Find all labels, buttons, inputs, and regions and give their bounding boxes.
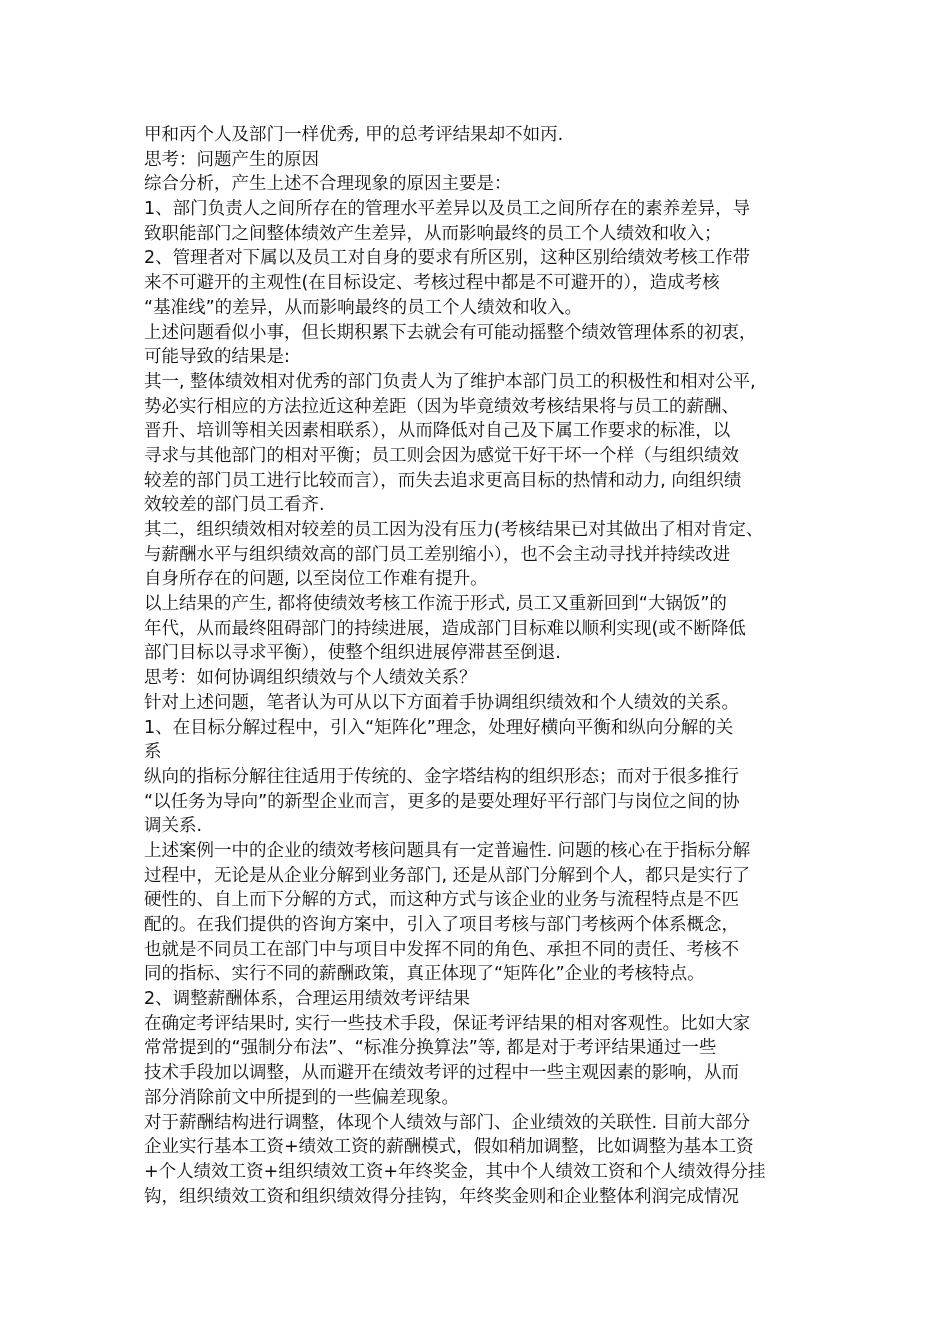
- text-line: 对于薪酬结构进行调整，体现个人绩效与部门、企业绩效的关联性. 目前大部分: [144, 1112, 751, 1133]
- text-line: 年代，从而最终阻碍部门的持续进展，造成部门目标难以顺利实现(或不断降低: [144, 618, 746, 639]
- text-line: 针对上述问题，笔者认为可从以下方面着手协调组织绩效和个人绩效的关系。: [144, 692, 739, 713]
- text-line: 常常提到的“强制分布法”、“标准分换算法”等, 都是对于考评结果通过一些: [144, 1038, 717, 1059]
- text-line: 其一, 整体绩效相对优秀的部门负责人为了维护本部门员工的积极性和相对公平,: [144, 371, 756, 392]
- text-line: 配的。在我们提供的咨询方案中，引入了项目考核与部门考核两个体系概念，: [144, 915, 739, 935]
- text-line: 可能导致的结果是:: [144, 347, 290, 368]
- text-line: 1、在目标分解过程中，引入“矩阵化”理念，处理好横向平衡和纵向分解的关: [144, 717, 734, 738]
- text-line: “以任务为导向”的新型企业而言，更多的是要处理好平行部门与岗位之间的协: [144, 791, 740, 812]
- text-line: 甲和丙个人及部门一样优秀, 甲的总考评结果却不如丙.: [144, 125, 564, 145]
- text-line: 上述问题看似小事，但长期积累下去就会有可能动摇整个绩效管理体系的初衷，: [144, 322, 757, 343]
- text-line: 钩，组织绩效工资和组织绩效得分挂钩，年终奖金则和企业整体利润完成情况: [144, 1186, 739, 1207]
- text-line: 硬性的、自上而下分解的方式，而这种方式与该企业的业务与流程特点是不匹: [144, 890, 739, 911]
- text-line: 与薪酬水平与组织绩效高的部门员工差别缩小），也不会主动寻找并持续改进: [144, 544, 731, 565]
- text-line: 综合分析，产生上述不合理现象的原因主要是：: [144, 174, 512, 195]
- text-line: 2、调整薪酬体系，合理运用绩效考评结果: [144, 989, 471, 1010]
- text-line: 2、管理者对下属以及员工对自身的要求有所区别，这种区别给绩效考核工作带: [144, 248, 751, 269]
- text-line: 企业实行基本工资+绩效工资的薪酬模式，假如稍加调整，比如调整为基本工资: [144, 1137, 754, 1158]
- text-line: 纵向的指标分解往往适用于传统的、金字塔结构的组织形态；而对于很多推行: [144, 766, 739, 787]
- text-line: 上述案例一中的企业的绩效考核问题具有一定普遍性. 问题的核心在于指标分解: [144, 840, 751, 861]
- text-line: 效较差的部门员工看齐.: [144, 495, 325, 516]
- text-line: 思考：问题产生的原因: [144, 149, 319, 170]
- text-line: 同的指标、实行不同的薪酬政策，真正体现了“矩阵化”企业的考核特点。: [144, 964, 705, 985]
- text-line: 1、部门负责人之间所存在的管理水平差异以及员工之间所存在的素养差异，导: [144, 199, 751, 220]
- text-line: 晋升、培训等相关因素相联系），从而降低对自己及下属工作要求的标准，以: [144, 421, 731, 442]
- text-line: 部分消除前文中所提到的一些偏差现象。: [144, 1087, 459, 1108]
- text-line: 系: [144, 742, 162, 763]
- text-line: 其二，组织绩效相对较差的员工因为没有压力(考核结果已对其做出了相对肯定、: [144, 520, 764, 540]
- text-line: 来不可避开的主观性(在目标设定、考核过程中都是不可避开的），造成考核: [144, 273, 720, 294]
- text-line: 部门目标以寻求平衡），使整个组织进展停滞甚至倒退.: [144, 643, 561, 664]
- text-line: “基准线”的差异，从而影响最终的员工个人绩效和收入。: [144, 297, 583, 318]
- text-line: 以上结果的产生, 都将使绩效考核工作流于形式, 员工又重新回到“大锅饭”的: [144, 594, 727, 615]
- text-line: 在确定考评结果时, 实行一些技术手段，保证考评结果的相对客观性。比如大家: [144, 1013, 751, 1034]
- text-line: +个人绩效工资+组织绩效工资+年终奖金，其中个人绩效工资和个人绩效得分挂: [144, 1161, 766, 1182]
- text-line: 技术手段加以调整，从而避开在绩效考评的过程中一些主观因素的影响，从而: [144, 1063, 739, 1084]
- text-line: 致职能部门之间整体绩效产生差异，从而影响最终的员工个人绩效和收入；: [144, 223, 722, 244]
- text-line: 过程中，无论是从企业分解到业务部门, 还是从部门分解到个人，都只是实行了: [144, 865, 751, 886]
- text-line: 寻求与其他部门的相对平衡；员工则会因为感觉干好干坏一个样（与组织绩效: [144, 445, 739, 466]
- text-line: 较差的部门员工进行比较而言），而失去追求更高目标的热情和动力, 向组织绩: [144, 470, 742, 491]
- text-line: 自身所存在的问题, 以至岗位工作难有提升。: [144, 569, 488, 590]
- text-line: 思考：如何协调组织绩效与个人绩效关系？: [144, 668, 477, 689]
- text-line: 也就是不同员工在部门中与项目中发挥不同的角色、承担不同的责任、考核不: [144, 939, 739, 960]
- text-line: 势必实行相应的方法拉近这种差距（因为毕竟绩效考核结果将与员工的薪酬、: [144, 396, 739, 417]
- text-line: 调关系.: [144, 816, 203, 837]
- document-body: [144, 123, 816, 1209]
